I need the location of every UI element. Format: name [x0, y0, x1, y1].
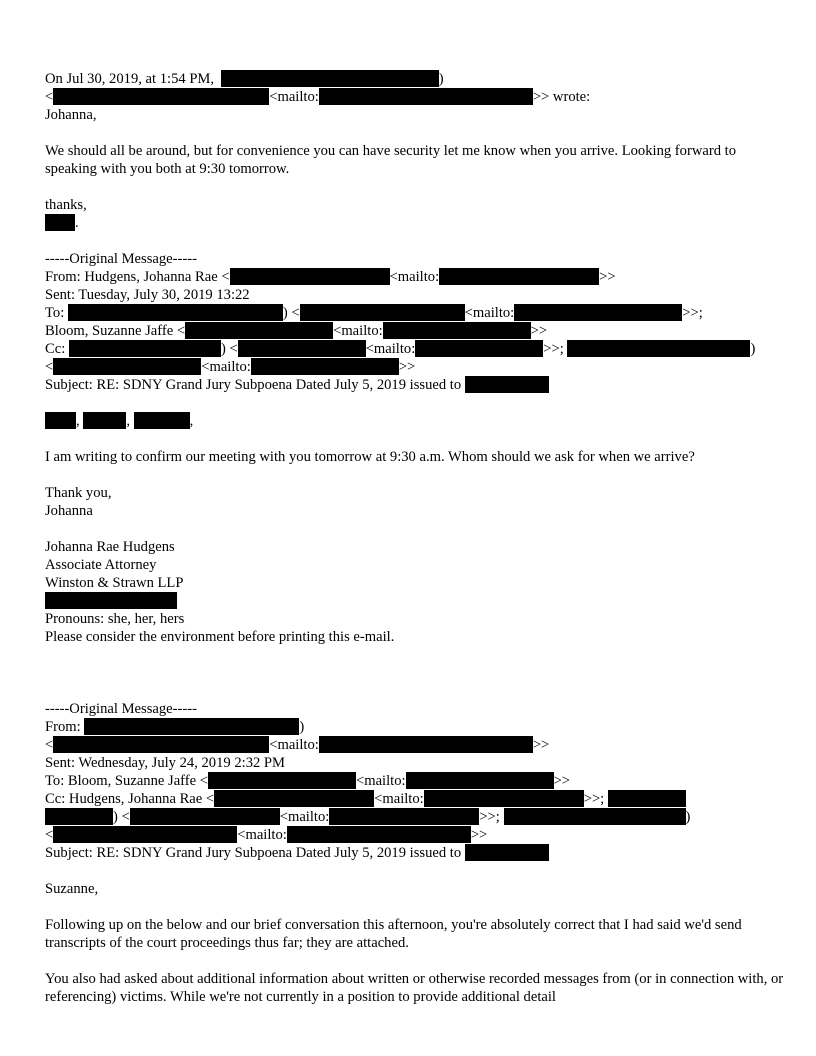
signature-redacted [45, 592, 785, 610]
msg1-to-line: To: ) < <mailto: >>; [45, 305, 703, 321]
redaction-block [53, 88, 269, 105]
redaction-block [567, 340, 750, 357]
msg1-salutation: , , , [45, 412, 785, 430]
redaction-block [329, 808, 479, 825]
original-message-label: -----Original Message----- [45, 701, 197, 717]
reply-signature: . [45, 214, 785, 232]
msg2-from-line: From: ) [45, 719, 305, 735]
redaction-block [415, 340, 543, 357]
redaction-block [84, 718, 299, 735]
redaction-block [134, 412, 190, 429]
msg2-paragraph-1: Following up on the below and our brief conversation this afternoon, you're absolutely correct that I had said we'd send transcripts of the court proceedings thus far; they are attached. [45, 917, 742, 951]
redaction-block [465, 844, 549, 861]
msg2-greeting: Suzanne, [45, 881, 99, 897]
signature-pronouns: Pronouns: she, her, hers [45, 611, 185, 627]
msg1-sent-line: Sent: Tuesday, July 30, 2019 13:22 [45, 287, 250, 303]
reply-header-line: On Jul 30, 2019, at 1:54 PM, ) [45, 71, 444, 87]
redaction-block [221, 70, 439, 87]
redaction-block [439, 268, 599, 285]
msg2-cc-line: Cc: Hudgens, Johanna Rae < <mailto: >>; [45, 790, 785, 808]
reply-body: We should all be around, but for convenience you can have security let me know when you arrive. Looking forward to speaking with you both at 9:30 tomorrow. [45, 143, 737, 177]
msg2-to-line: To: Bloom, Suzanne Jaffe < <mailto: >> [45, 773, 571, 789]
reply-on-prefix: On Jul 30, 2019, at 1:54 PM, [45, 71, 215, 87]
reply-greeting: Johanna, [45, 107, 97, 123]
msg1-subject-line: Subject: RE: SDNY Grand Jury Subpoena Dated July 5, 2019 issued to [45, 376, 785, 394]
signature-environment: Please consider the environment before printing this e-mail. [45, 629, 395, 645]
msg1-from-line: From: Hudgens, Johanna Rae < <mailto: >> [45, 269, 616, 285]
redaction-block [300, 304, 465, 321]
original-message-label: -----Original Message----- [45, 251, 197, 267]
redaction-block [238, 340, 366, 357]
redaction-block [514, 304, 682, 321]
redaction-block [319, 736, 533, 753]
redaction-block [68, 304, 283, 321]
redaction-block [185, 322, 333, 339]
redaction-block [53, 358, 201, 375]
msg1-cc-line-2: < <mailto: >> [45, 359, 416, 375]
msg2-cc-line-3: < <mailto: >> [45, 827, 488, 843]
reply-closing: thanks, [45, 197, 87, 213]
msg2-cc-line-2: ) < <mailto: >>; ) [45, 808, 785, 826]
redaction-block [69, 340, 221, 357]
signature-firm: Winston & Strawn LLP [45, 575, 184, 591]
redaction-block [53, 736, 269, 753]
redaction-block [383, 322, 531, 339]
redaction-block [230, 268, 390, 285]
redaction-block [465, 376, 549, 393]
msg2-subject-line: Subject: RE: SDNY Grand Jury Subpoena Dated July 5, 2019 issued to [45, 844, 785, 862]
redaction-block [406, 772, 554, 789]
msg2-from-line-2: < <mailto: >> [45, 737, 550, 753]
signature-title: Associate Attorney [45, 557, 157, 573]
redaction-block [45, 808, 113, 825]
email-document [45, 70, 785, 1006]
msg1-name: Johanna [45, 503, 93, 519]
redaction-block [251, 358, 399, 375]
msg2-sent-line: Sent: Wednesday, July 24, 2019 2:32 PM [45, 755, 286, 771]
redaction-block [504, 808, 686, 825]
reply-sender-line: < <mailto: >> wrote: [45, 89, 591, 105]
redaction-block [53, 826, 237, 843]
signature-name: Johanna Rae Hudgens [45, 539, 175, 555]
redaction-block [287, 826, 471, 843]
redaction-block [130, 808, 280, 825]
msg1-thanks: Thank you, [45, 485, 112, 501]
redaction-block [45, 214, 75, 231]
msg2-paragraph-2: You also had asked about additional information about written or otherwise recorded messages from (or in connection with, or referencing) victims. While we're not currently in a position to provide additional detail [45, 971, 784, 1005]
msg1-cc-line: Cc: ) < <mailto: >>; ) [45, 341, 756, 357]
redaction-block [214, 790, 374, 807]
redaction-block [319, 88, 533, 105]
msg1-body: I am writing to confirm our meeting with you tomorrow at 9:30 a.m. Whom should we ask for when we arrive? [45, 449, 695, 465]
msg1-bloom-line: Bloom, Suzanne Jaffe < <mailto: >> [45, 323, 548, 339]
redaction-block [45, 592, 177, 609]
redaction-block [45, 412, 76, 429]
redaction-block [208, 772, 356, 789]
redaction-block [424, 790, 584, 807]
redaction-block [83, 412, 126, 429]
redaction-block [608, 790, 686, 807]
